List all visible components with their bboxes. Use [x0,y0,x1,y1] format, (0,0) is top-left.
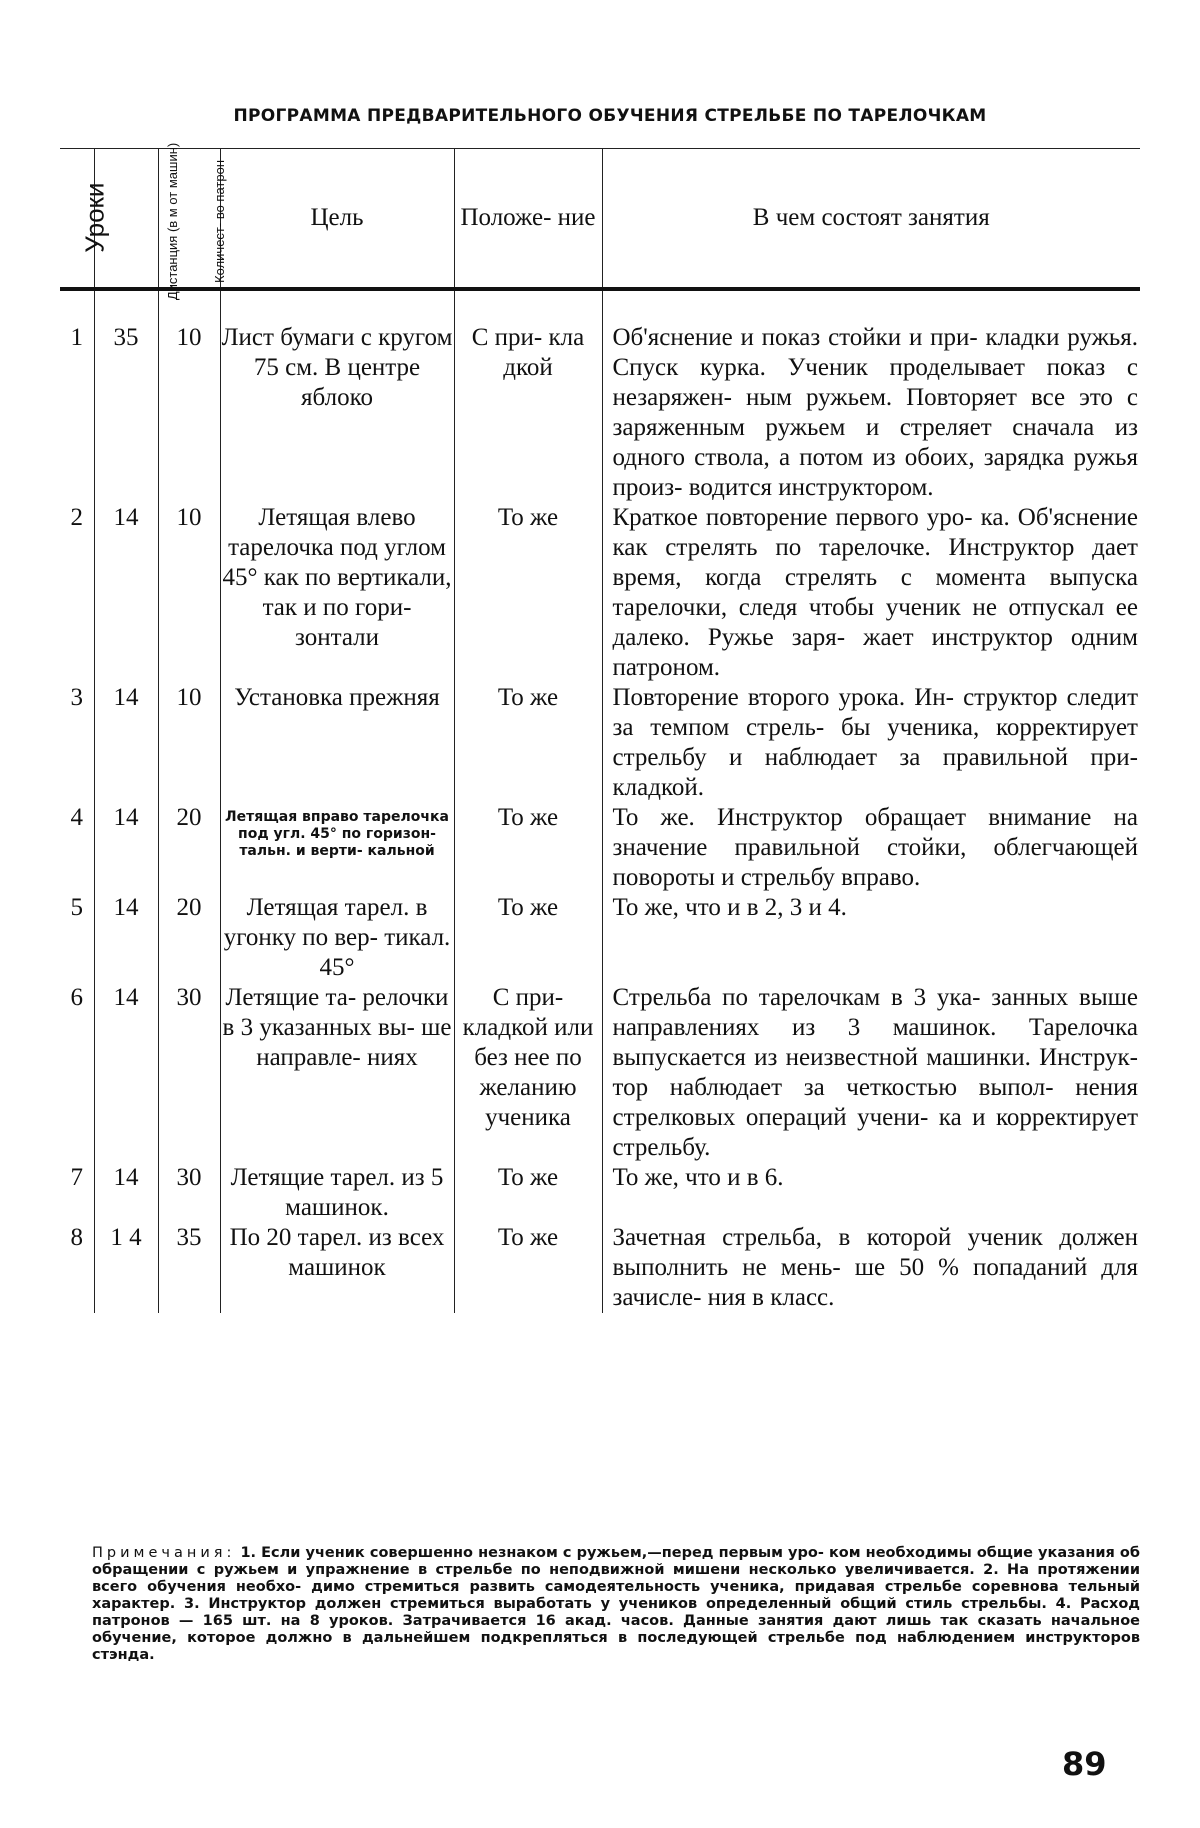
distance-cell: 14 [94,803,158,893]
lesson-number: 2 [70,504,83,531]
goal-cell: Установка прежняя [220,683,454,803]
goal-cell: Лист бумаги с кругом 75 см. В центре яблоко [220,289,454,503]
position-cell: То же [454,1163,602,1223]
goal-cell: По 20 тарел. из всех машинок [220,1223,454,1313]
count-cell: 10 [158,289,220,503]
header-position: Положе- ние [454,149,602,290]
footnotes [92,1545,1140,1664]
lesson-number: 7 [70,1164,83,1191]
count-cell: 20 [158,803,220,893]
position-cell: То же [454,1223,602,1313]
lesson-number: 1 [70,324,83,351]
lesson-number: 6 [70,984,83,1011]
position-cell: То же [454,683,602,803]
content-cell: Зачетная стрельба, в которой ученик должен выполнить не мень- ше 50 % попаданий для зачисле- ния в класс. [602,1223,1140,1313]
distance-cell: 14 [94,503,158,683]
notes-text: 1. Если ученик совершенно незнаком с ружьем,—перед первым уро- ком необходимы общие указания об обращении с ружьем и упражнение в стрельбе по неподвижной мишени несколько увеличивается. 2. На протяжении всего обучения необхо- димо стремиться развить самодеятельность ученика, придавая стрельбе соревнова тельный характер. 3. Инструктор должен стремиться выработать у учеников определенный общий стиль стрельбы. 4. Расход патронов — 165 шт. на 8 уроков. Затрачивается 16 акад. часов. Данные занятия дают лишь так сказать начальное обучение, которое должно в дальнейшем подкрепляться в последующей стрельбе под наблюдением инструкторов стэнда. [92,1545,1140,1663]
table-row [60,503,1140,683]
header-content: В чем состоят занятия [602,149,1140,290]
goal-cell: Летящая тарел. в угонку по вер- тикал. 45° [220,893,454,983]
page-title: ПРОГРАММА ПРЕДВАРИТЕЛЬНОГО ОБУЧЕНИЯ СТРЕЛЬБЕ ПО ТАРЕЛОЧКАМ [233,106,987,126]
count-cell: 30 [158,983,220,1163]
header-distance: Дистанция (в м от машин) [94,149,158,290]
goal-cell: Летящие та- релочки в 3 указанных вы- ше направле- ниях [220,983,454,1163]
count-cell: 10 [158,683,220,803]
content-cell: Повторение второго урока. Ин- структор следит за темпом стрель- бы ученика, корректирует стрельбу и наблюдает за правильной при- кладкой. [602,683,1140,803]
distance-cell: 35 [94,289,158,503]
table-row [60,1163,1140,1223]
table-row [60,1223,1140,1313]
distance-cell: 1 4 [94,1223,158,1313]
header-goal: Цель [220,149,454,290]
lesson-number: 4 [70,804,83,831]
lesson-number: 5 [70,894,83,921]
content-cell: То же, что и в 2, 3 и 4. [602,893,1140,983]
content-cell: Стрельба по тарелочкам в 3 ука- занных выше направлениях из 3 машинок. Тарелочка выпускается из неизвестной машинки. Инструк- тор наблюдает за четкостью выпол- нения стрелковых операций учени- ка и корректирует стрельбу. [602,983,1140,1163]
table-row [60,893,1140,983]
page-number: 89 [1062,1745,1107,1783]
content-cell: Об'яснение и показ стойки и при- кладки ружья. Спуск курка. Ученик проделывает показ с незаряжен- ным ружьем. Повторяет все это с заряженным ружьем и стреляет сначала из одного ствола, а потом из обоих, зарядка ружья произ- водится инструктором. [602,289,1140,503]
distance-cell: 14 [94,1163,158,1223]
header-lessons: Уроки [60,149,94,290]
content-cell: То же. Инструктор обращает внимание на значение правильной стойки, облегчающей повороты и стрельбу вправо. [602,803,1140,893]
content-cell: То же, что и в 6. [602,1163,1140,1223]
table-row [60,683,1140,803]
position-cell: То же [454,893,602,983]
lesson-number: 3 [70,684,83,711]
position-cell: То же [454,503,602,683]
content-cell: Краткое повторение первого уро- ка. Об'яснение как стрелять по тарелочке. Инструктор дает время, когда стрелять с момента выпуска тарелочки, следя чтобы ученик не отпускал ее далеко. Ружье заря- жает инструктор одним патроном. [602,503,1140,683]
lesson-number: 8 [70,1224,83,1251]
distance-cell: 14 [94,683,158,803]
count-cell: 35 [158,1223,220,1313]
goal-cell: Летящая вправо тарелочка под угл. 45° по горизон- тальн. и верти- кальной [220,803,454,893]
table-row [60,289,1140,503]
position-cell: С при- кладкой или без нее по желанию ученика [454,983,602,1163]
distance-cell: 14 [94,893,158,983]
count-cell: 10 [158,503,220,683]
header-row [60,149,1140,290]
table-row [60,803,1140,893]
count-cell: 30 [158,1163,220,1223]
notes-label: Примечания: [92,1545,236,1561]
goal-cell: Летящая влево тарелочка под углом 45° как по вертикали, так и по гори- зонтали [220,503,454,683]
table-row [60,983,1140,1163]
goal-cell: Летящие тарел. из 5 машинок. [220,1163,454,1223]
position-cell: То же [454,803,602,893]
program-table [60,142,1140,1313]
position-cell: С при- кла дкой [454,289,602,503]
header-cartridge-count: Количест- во патрон [158,149,220,290]
count-cell: 20 [158,893,220,983]
distance-cell: 14 [94,983,158,1163]
